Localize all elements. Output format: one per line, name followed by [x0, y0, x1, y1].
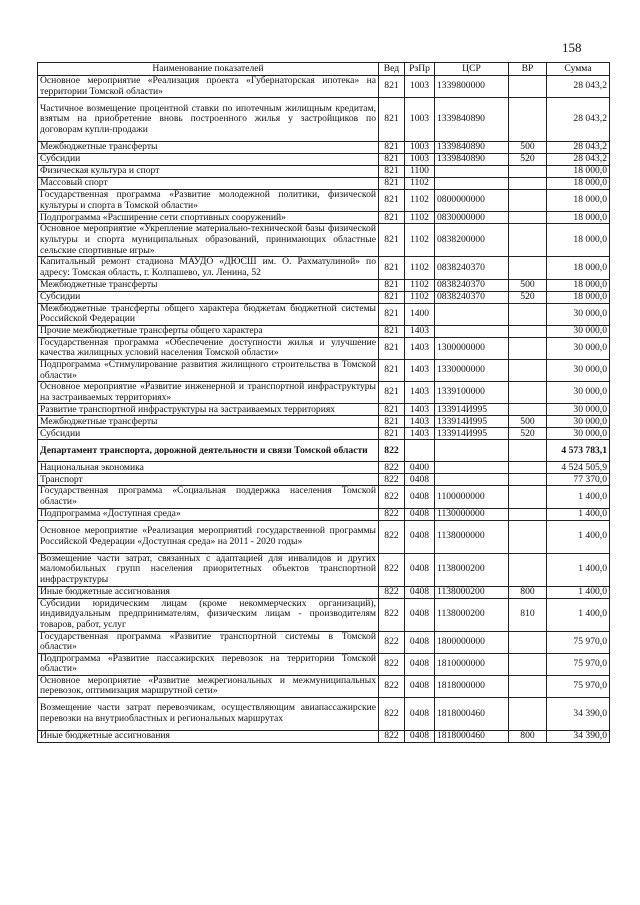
cell-sum: 30 000,0 — [547, 303, 610, 325]
cell-ved: 822 — [379, 462, 405, 474]
cell-sum: 30 000,0 — [547, 416, 610, 428]
header-name: Наименование показателей — [38, 63, 379, 76]
cell-sum: 75 970,0 — [547, 653, 610, 675]
cell-ved: 821 — [379, 382, 405, 404]
cell-name: Капитальный ремонт стадиона МАУДО «ДЮСШ им. О. Рахматулиной» по адресу: Томская область, г. Колпашево, ул. Ленина, 52 — [38, 257, 379, 279]
cell-vr — [509, 553, 547, 586]
cell-name: Субсидии юридическим лицам (кроме некоммерческих организаций), индивидуальным предпринимателям, физическим лицам - производителям товаров, работ, услуг — [38, 598, 379, 631]
cell-vr: 800 — [509, 731, 547, 743]
cell-sum: 1 400,0 — [547, 598, 610, 631]
cell-rzpr: 0400 — [405, 462, 435, 474]
cell-sum: 28 043,2 — [547, 76, 610, 98]
cell-sum: 4 573 783,1 — [547, 440, 610, 462]
header-sum: Сумма — [547, 63, 610, 76]
table-row — [38, 675, 610, 697]
cell-rzpr: 0408 — [405, 508, 435, 520]
cell-vr: 500 — [509, 142, 547, 154]
cell-sum: 18 000,0 — [547, 224, 610, 257]
table-row — [38, 586, 610, 598]
cell-rzpr: 0408 — [405, 520, 435, 553]
cell-rzpr: 1403 — [405, 428, 435, 440]
cell-ved: 821 — [379, 98, 405, 142]
cell-name: Подпрограмма «Развитие пассажирских перевозок на территории Томской области» — [38, 653, 379, 675]
cell-name: Межбюджетные трансферты — [38, 279, 379, 291]
table-row — [38, 190, 610, 212]
cell-sum: 1 400,0 — [547, 586, 610, 598]
cell-vr: 520 — [509, 291, 547, 303]
cell-name: Частичное возмещение процентной ставки по ипотечным жилищным кредитам, взятым на приобретение вновь построенного жилья у застройщиков по договорам купли-продажи — [38, 98, 379, 142]
cell-csr — [435, 166, 509, 178]
cell-name: Субсидии — [38, 154, 379, 166]
cell-sum: 1 400,0 — [547, 508, 610, 520]
cell-sum: 28 043,2 — [547, 98, 610, 142]
cell-rzpr: 1403 — [405, 416, 435, 428]
cell-sum: 30 000,0 — [547, 404, 610, 416]
cell-ved: 821 — [379, 178, 405, 190]
cell-rzpr: 0408 — [405, 474, 435, 486]
table-row — [38, 224, 610, 257]
cell-ved: 822 — [379, 598, 405, 631]
table-row — [38, 404, 610, 416]
cell-name: Физическая культура и спорт — [38, 166, 379, 178]
cell-csr: 1818000460 — [435, 698, 509, 731]
cell-ved: 821 — [379, 224, 405, 257]
cell-rzpr: 0408 — [405, 586, 435, 598]
table-row — [38, 698, 610, 731]
table-header-row — [38, 63, 610, 76]
cell-vr — [509, 520, 547, 553]
cell-ved: 821 — [379, 325, 405, 337]
cell-csr: 1339800000 — [435, 76, 509, 98]
table-row — [38, 98, 610, 142]
cell-vr: 810 — [509, 598, 547, 631]
cell-vr — [509, 508, 547, 520]
table-row — [38, 553, 610, 586]
cell-rzpr: 1102 — [405, 279, 435, 291]
cell-sum: 34 390,0 — [547, 698, 610, 731]
table-row — [38, 428, 610, 440]
cell-vr — [509, 462, 547, 474]
table-row — [38, 76, 610, 98]
cell-sum: 1 400,0 — [547, 486, 610, 508]
cell-name: Возмещение части затрат перевозчикам, осуществляющим авиапассажирские перевозки на внутриобластных и региональных маршрутах — [38, 698, 379, 731]
cell-rzpr: 1403 — [405, 404, 435, 416]
cell-vr — [509, 303, 547, 325]
cell-rzpr: 1102 — [405, 257, 435, 279]
cell-name: Государственная программа «Развитие транспортной системы в Томской области» — [38, 631, 379, 653]
cell-vr — [509, 224, 547, 257]
cell-csr: 1300000000 — [435, 337, 509, 359]
cell-sum: 4 524 505,9 — [547, 462, 610, 474]
cell-csr: 133914И995 — [435, 428, 509, 440]
cell-rzpr: 0408 — [405, 731, 435, 743]
cell-vr — [509, 212, 547, 224]
cell-ved: 821 — [379, 337, 405, 359]
cell-rzpr: 1102 — [405, 212, 435, 224]
cell-vr — [509, 675, 547, 697]
cell-name: Национальная экономика — [38, 462, 379, 474]
cell-name: Межбюджетные трансферты общего характера бюджетам бюджетной системы Российской Федерации — [38, 303, 379, 325]
table-row — [38, 325, 610, 337]
cell-csr: 1138000200 — [435, 598, 509, 631]
cell-csr — [435, 440, 509, 462]
cell-csr: 1138000200 — [435, 586, 509, 598]
cell-sum: 75 970,0 — [547, 675, 610, 697]
table-row — [38, 474, 610, 486]
cell-csr: 0838240370 — [435, 291, 509, 303]
cell-ved: 822 — [379, 675, 405, 697]
cell-vr — [509, 474, 547, 486]
cell-ved: 822 — [379, 474, 405, 486]
table-row — [38, 291, 610, 303]
table-row — [38, 359, 610, 381]
cell-csr: 1810000000 — [435, 653, 509, 675]
cell-sum: 30 000,0 — [547, 359, 610, 381]
cell-csr — [435, 325, 509, 337]
cell-ved: 822 — [379, 698, 405, 731]
cell-csr: 0838200000 — [435, 224, 509, 257]
cell-ved: 821 — [379, 291, 405, 303]
cell-vr: 800 — [509, 586, 547, 598]
cell-vr — [509, 178, 547, 190]
cell-vr — [509, 76, 547, 98]
cell-csr — [435, 474, 509, 486]
cell-sum: 75 970,0 — [547, 631, 610, 653]
cell-csr: 133914И995 — [435, 416, 509, 428]
cell-csr: 0838240370 — [435, 279, 509, 291]
cell-rzpr: 0408 — [405, 675, 435, 697]
cell-name: Иные бюджетные ассигнования — [38, 731, 379, 743]
cell-name: Межбюджетные трансферты — [38, 142, 379, 154]
cell-sum: 30 000,0 — [547, 428, 610, 440]
cell-name: Подпрограмма «Стимулирование развития жилищного строительства в Томской области» — [38, 359, 379, 381]
cell-vr — [509, 190, 547, 212]
cell-name: Основное мероприятие «Реализация проекта «Губернаторская ипотека» на территории Томской области» — [38, 76, 379, 98]
cell-sum: 18 000,0 — [547, 212, 610, 224]
cell-ved: 821 — [379, 190, 405, 212]
header-rzpr: РзПр — [405, 63, 435, 76]
cell-ved: 821 — [379, 404, 405, 416]
cell-rzpr: 0408 — [405, 486, 435, 508]
cell-csr: 1138000000 — [435, 520, 509, 553]
cell-name: Межбюджетные трансферты — [38, 416, 379, 428]
cell-name: Основное мероприятие «Развитие межрегиональных и межмуниципальных перевозок, оптимизация маршрутной сети» — [38, 675, 379, 697]
cell-csr: 0830000000 — [435, 212, 509, 224]
cell-vr — [509, 653, 547, 675]
cell-rzpr: 1003 — [405, 98, 435, 142]
cell-name: Государственная программа «Обеспечение доступности жилья и улучшение качества жилищных условий населения Томской области» — [38, 337, 379, 359]
cell-vr — [509, 698, 547, 731]
cell-name: Возмещение части затрат, связанных с адаптацией для инвалидов и других маломобильных групп населения приоритетных объектов транспортной инфраструктуры — [38, 553, 379, 586]
cell-ved: 822 — [379, 553, 405, 586]
table-row — [38, 257, 610, 279]
cell-sum: 28 043,2 — [547, 154, 610, 166]
cell-ved: 821 — [379, 359, 405, 381]
cell-name: Массовый спорт — [38, 178, 379, 190]
cell-ved: 821 — [379, 212, 405, 224]
table-row — [38, 520, 610, 553]
cell-ved: 822 — [379, 653, 405, 675]
cell-sum: 1 400,0 — [547, 553, 610, 586]
cell-ved: 821 — [379, 428, 405, 440]
cell-sum: 30 000,0 — [547, 382, 610, 404]
cell-csr — [435, 303, 509, 325]
header-ved: Вед — [379, 63, 405, 76]
cell-sum: 18 000,0 — [547, 257, 610, 279]
cell-vr: 500 — [509, 279, 547, 291]
cell-rzpr: 0408 — [405, 598, 435, 631]
cell-name: Государственная программа «Развитие молодежной политики, физической культуры и спорта в Томской области» — [38, 190, 379, 212]
cell-csr: 1339840890 — [435, 154, 509, 166]
cell-name: Субсидии — [38, 291, 379, 303]
table-row — [38, 440, 610, 462]
cell-csr: 1339100000 — [435, 382, 509, 404]
cell-name: Субсидии — [38, 428, 379, 440]
cell-vr — [509, 382, 547, 404]
cell-csr: 1130000000 — [435, 508, 509, 520]
cell-rzpr: 1403 — [405, 382, 435, 404]
cell-rzpr: 1403 — [405, 325, 435, 337]
cell-csr: 1339840890 — [435, 142, 509, 154]
cell-name: Прочие межбюджетные трансферты общего характера — [38, 325, 379, 337]
cell-sum: 1 400,0 — [547, 520, 610, 553]
table-row — [38, 598, 610, 631]
cell-rzpr: 0408 — [405, 698, 435, 731]
cell-csr: 1330000000 — [435, 359, 509, 381]
page-number: 158 — [562, 40, 582, 55]
budget-table — [37, 62, 610, 743]
cell-name: Департамент транспорта, дорожной деятельности и связи Томской области — [38, 440, 379, 462]
cell-rzpr: 1102 — [405, 190, 435, 212]
cell-csr: 1100000000 — [435, 486, 509, 508]
cell-vr: 520 — [509, 428, 547, 440]
cell-sum: 18 000,0 — [547, 190, 610, 212]
cell-ved: 822 — [379, 486, 405, 508]
cell-ved: 822 — [379, 520, 405, 553]
cell-rzpr: 1003 — [405, 154, 435, 166]
cell-rzpr: 1102 — [405, 224, 435, 257]
cell-vr: 520 — [509, 154, 547, 166]
cell-ved: 821 — [379, 279, 405, 291]
table-row — [38, 303, 610, 325]
cell-rzpr: 0408 — [405, 553, 435, 586]
cell-csr: 133914И995 — [435, 404, 509, 416]
header-vr: ВР — [509, 63, 547, 76]
cell-ved: 821 — [379, 416, 405, 428]
cell-vr — [509, 337, 547, 359]
table-row — [38, 154, 610, 166]
cell-sum: 30 000,0 — [547, 337, 610, 359]
table-row — [38, 486, 610, 508]
cell-csr: 0800000000 — [435, 190, 509, 212]
cell-rzpr: 1403 — [405, 337, 435, 359]
cell-sum: 18 000,0 — [547, 166, 610, 178]
cell-rzpr: 1102 — [405, 291, 435, 303]
table-row — [38, 142, 610, 154]
table-row — [38, 653, 610, 675]
cell-ved: 822 — [379, 586, 405, 598]
cell-sum: 28 043,2 — [547, 142, 610, 154]
cell-csr: 0838240370 — [435, 257, 509, 279]
table-row — [38, 631, 610, 653]
cell-name: Основное мероприятие «Реализация мероприятий государственной программы Российской Федерации «Доступная среда» на 2011 - 2020 годы» — [38, 520, 379, 553]
cell-csr: 1818000460 — [435, 731, 509, 743]
cell-sum: 77 370,0 — [547, 474, 610, 486]
cell-vr — [509, 404, 547, 416]
cell-name: Подпрограмма «Расширение сети спортивных сооружений» — [38, 212, 379, 224]
header-csr: ЦСР — [435, 63, 509, 76]
cell-ved: 821 — [379, 142, 405, 154]
table-row — [38, 337, 610, 359]
cell-vr — [509, 257, 547, 279]
table-row — [38, 178, 610, 190]
cell-name: Государственная программа «Социальная поддержка населения Томской области» — [38, 486, 379, 508]
cell-ved: 821 — [379, 76, 405, 98]
cell-name: Подпрограмма «Доступная среда» — [38, 508, 379, 520]
cell-name: Иные бюджетные ассигнования — [38, 586, 379, 598]
cell-sum: 18 000,0 — [547, 178, 610, 190]
cell-name: Развитие транспортной инфраструктуры на застраиваемых территориях — [38, 404, 379, 416]
table-row — [38, 166, 610, 178]
cell-sum: 18 000,0 — [547, 279, 610, 291]
cell-csr — [435, 178, 509, 190]
cell-vr — [509, 440, 547, 462]
table-row — [38, 416, 610, 428]
cell-ved: 822 — [379, 508, 405, 520]
cell-name: Основное мероприятие «Развитие инженерной и транспортной инфраструктуры на застраиваемых территориях» — [38, 382, 379, 404]
table-row — [38, 731, 610, 743]
cell-rzpr: 1403 — [405, 359, 435, 381]
cell-name: Транспорт — [38, 474, 379, 486]
cell-rzpr — [405, 440, 435, 462]
table-row — [38, 462, 610, 474]
cell-sum: 30 000,0 — [547, 325, 610, 337]
table-row — [38, 279, 610, 291]
cell-ved: 821 — [379, 166, 405, 178]
cell-rzpr: 1003 — [405, 142, 435, 154]
cell-vr — [509, 325, 547, 337]
table-row — [38, 212, 610, 224]
cell-csr: 1800000000 — [435, 631, 509, 653]
cell-rzpr: 1400 — [405, 303, 435, 325]
cell-ved: 821 — [379, 257, 405, 279]
cell-ved: 822 — [379, 731, 405, 743]
cell-ved: 822 — [379, 440, 405, 462]
cell-csr — [435, 462, 509, 474]
cell-rzpr: 1102 — [405, 178, 435, 190]
cell-csr: 1138000200 — [435, 553, 509, 586]
cell-rzpr: 0408 — [405, 631, 435, 653]
table-row — [38, 382, 610, 404]
cell-ved: 822 — [379, 631, 405, 653]
cell-vr: 500 — [509, 416, 547, 428]
cell-vr — [509, 486, 547, 508]
cell-ved: 821 — [379, 303, 405, 325]
cell-sum: 18 000,0 — [547, 291, 610, 303]
table-row — [38, 508, 610, 520]
cell-vr — [509, 98, 547, 142]
cell-vr — [509, 631, 547, 653]
cell-csr: 1339840890 — [435, 98, 509, 142]
cell-csr: 1818000000 — [435, 675, 509, 697]
cell-ved: 821 — [379, 154, 405, 166]
cell-vr — [509, 359, 547, 381]
cell-rzpr: 0408 — [405, 653, 435, 675]
cell-vr — [509, 166, 547, 178]
cell-sum: 34 390,0 — [547, 731, 610, 743]
cell-name: Основное мероприятие «Укрепление материально-технической базы физической культуры и спорта муниципальных образований, принимающих областные сельские спортивные игры» — [38, 224, 379, 257]
cell-rzpr: 1003 — [405, 76, 435, 98]
cell-rzpr: 1100 — [405, 166, 435, 178]
